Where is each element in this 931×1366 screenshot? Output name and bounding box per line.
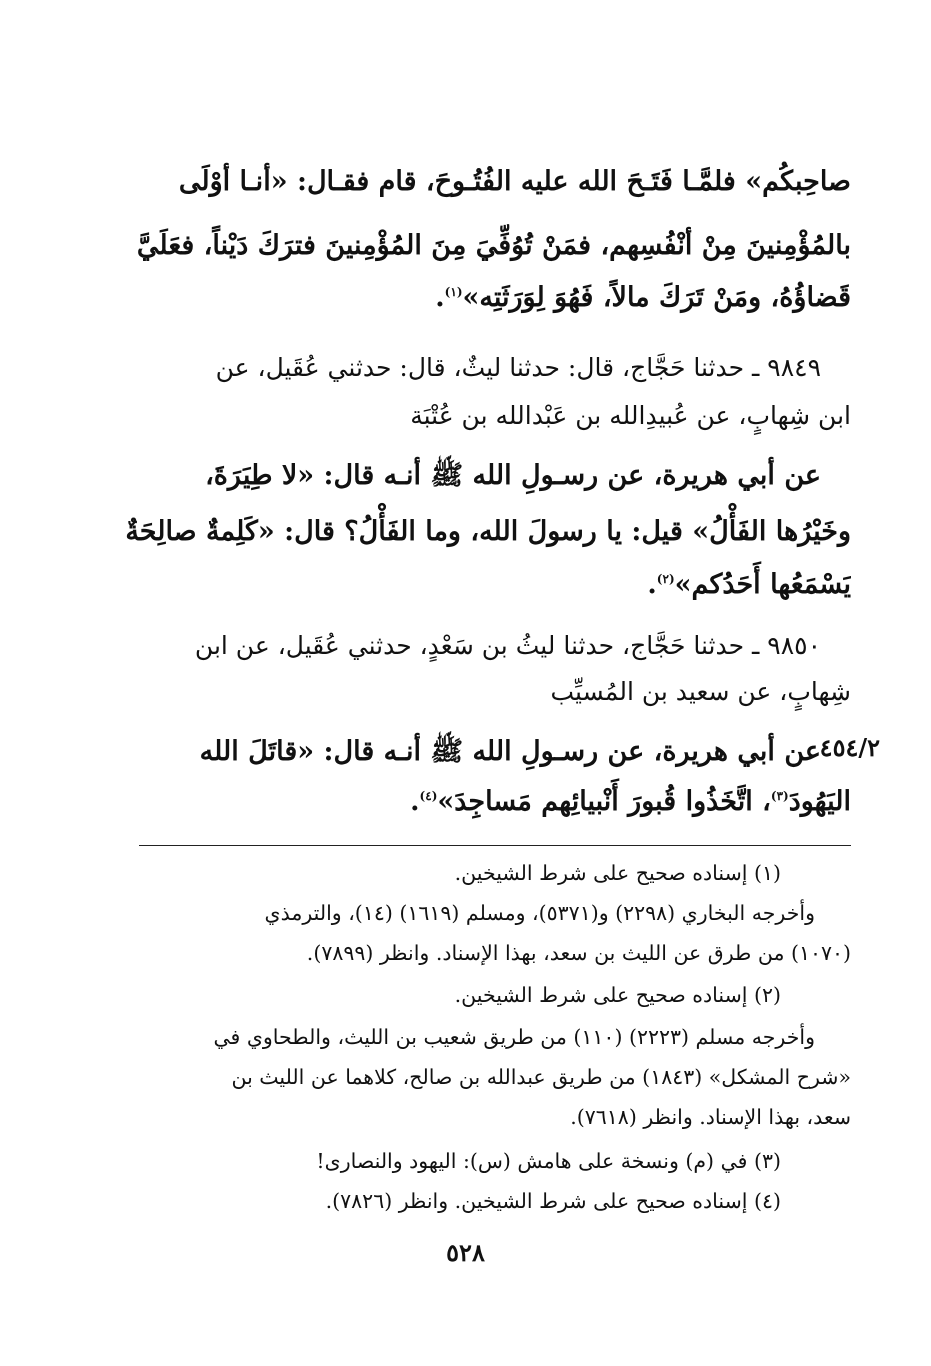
text-segment: اليَهُودَ xyxy=(788,786,851,817)
page-number: ٥٢٨ xyxy=(446,1238,485,1267)
footnote-line: سعد، بهذا الإسناد. وانظر (٧٦١٨). xyxy=(570,1105,851,1129)
footnote-line: «شرح المشكل» (١٨٤٣) من طريق عبدالله بن صالح، كلاهما عن الليث بن xyxy=(231,1065,851,1089)
text-segment: يَسْمَعُها أَحَدُكم» xyxy=(674,569,851,600)
text-line xyxy=(71,266,851,330)
footnote-marker[interactable]: (١) xyxy=(444,285,463,299)
text-line: بالمُؤْمِنينَ مِنْ أنْفُسِهم، فمَنْ تُوُفِّيَ مِنَ المُؤْمِنينَ فترَكَ دَيْناً، فعَلَيَّ xyxy=(136,230,851,261)
matn-line: وخَيْرُها الفَأْلُ» قيل: يا رسولَ الله، وما الفَأْلُ؟ قال: «كَلِمةٌ صالِحَةٌ xyxy=(125,516,851,547)
text-segment: . xyxy=(647,569,657,600)
matn-line xyxy=(71,553,851,617)
text-segment: . xyxy=(410,786,420,817)
isnad-line: شِهابٍ، عن سعيد بن المُسيِّب xyxy=(550,677,851,706)
footnote-line: (١٠٧٠) من طرق عن الليث بن سعد، بهذا الإسناد. وانظر (٧٨٩٩). xyxy=(306,941,851,965)
isnad-line: ٩٨٥٠ ـ حدثنا حَجَّاج، حدثنا ليثُ بن سَعْدٍ، حدثني عُقَيل، عن ابن xyxy=(194,631,821,660)
matn-line: عن أبي هريرة، عن رسـولِ الله ﷺ أنـه قال: «لا طِيَرَةَ، xyxy=(205,460,821,491)
matn-line xyxy=(71,770,851,834)
marginal-reference: ٤٥٤/٢ xyxy=(819,733,880,762)
text-segment: . xyxy=(435,282,445,313)
text-segment: ، اتَّخَذُوا قُبورَ أَنْبيائِهم مَساجِدَ» xyxy=(437,786,771,817)
footnote-line: وأخرجه البخاري (٢٢٩٨) و(٥٣٧١)، ومسلم (١٦١٩) (١٤)، والترمذي xyxy=(264,901,815,925)
footnote-marker[interactable]: (٤) xyxy=(419,789,438,803)
matn-line: عن أبي هريرة، عن رسـولِ الله ﷺ أنـه قال: «قاتَلَ الله xyxy=(199,736,821,767)
footnote-line: وأخرجه مسلم (٢٢٢٣) (١١٠) من طريق شعيب بن الليث، والطحاوي في xyxy=(213,1025,815,1049)
isnad-line: ٩٨٤٩ ـ حدثنا حَجَّاج، قال: حدثنا ليثٌ، قال: حدثني عُقَيل، عن xyxy=(215,353,821,382)
footnote-3: (٣) في (م) ونسخة على هامش (س): اليهود والنصارى! xyxy=(316,1149,781,1173)
footnote-4: (٤) إسناده صحيح على شرط الشيخين. وانظر (٧٨٢٦). xyxy=(325,1189,781,1213)
footnote-separator xyxy=(139,845,851,846)
footnote-marker[interactable]: (٢) xyxy=(656,572,675,586)
footnote-marker[interactable]: (٣) xyxy=(770,789,789,803)
isnad-line: ابن شِهابٍ، عن عُبيدِالله بن عَبْدالله بن عُتْبَة xyxy=(410,401,851,430)
text-line: صاحِبكُم» فلمَّـا فَتَـحَ الله عليه الفُتُـوحَ، قام فقـال: «أنـا أوْلَى xyxy=(178,166,851,197)
footnote-2: (٢) إسناده صحيح على شرط الشيخين. xyxy=(454,983,781,1007)
footnote-1: (١) إسناده صحيح على شرط الشيخين. xyxy=(454,861,781,885)
text-segment: قَضاؤُهُ، ومَنْ تَرَكَ مالاً، فَهُوَ لِوَرَثَتِه» xyxy=(462,282,851,313)
